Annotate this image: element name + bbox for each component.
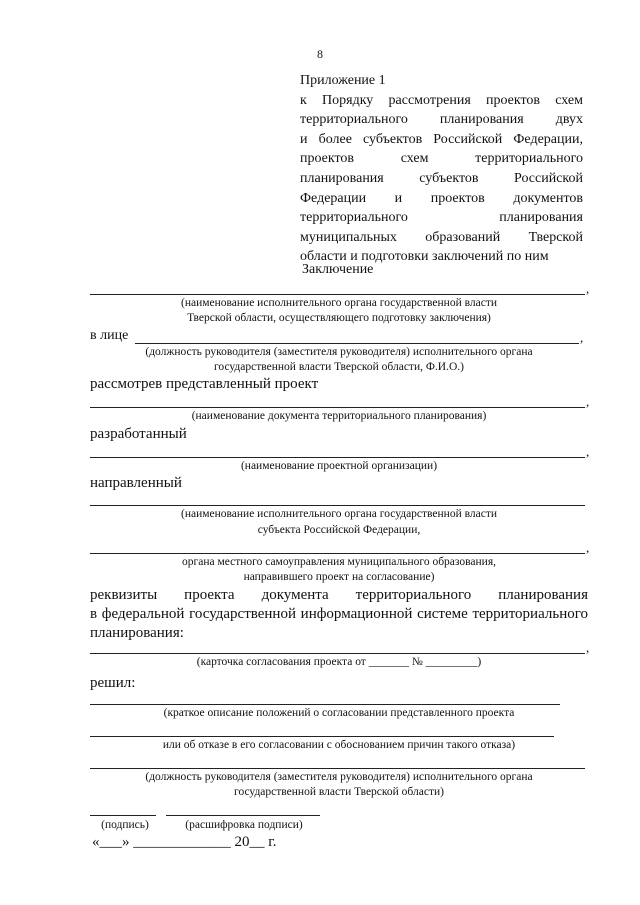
municipal-field-line[interactable] [90,553,585,554]
appendix-line: Федерации и проектов документов [300,190,583,206]
caption-signature-decode: (расшифровка подписи) [185,819,303,831]
caption-official: (должность руководителя (заместителя руководителя) исполнительного органа [145,771,533,783]
signature-field-line[interactable] [90,815,156,816]
appendix-line: к Порядку рассмотрения проектов схем [300,92,583,108]
official-field-line[interactable] [90,768,585,769]
appendix-line: области и подготовки заключений по ним [300,249,549,265]
appendix-line: территориального планирования двух [300,112,583,128]
requisites-line: в федеральной государственной информационной системе территориального [90,606,588,622]
requisites-line: реквизиты проекта документа территориального планирования [90,587,588,603]
caption-exec-body: Тверской области, осуществляющего подготовку заключения) [187,312,491,324]
caption-subject: (наименование исполнительного органа государственной власти [180,508,498,520]
caption-brief: (краткое описание положений о согласовании представленного проекта [163,707,515,719]
caption-municipal: органа местного самоуправления муниципального образования, [182,556,496,568]
decision-field-line[interactable] [90,704,560,705]
org-name-field-line[interactable] [90,457,585,458]
subject-field-line[interactable] [90,505,585,506]
caption-brief: или об отказе в его согласовании с обоснованием причин такого отказа) [162,739,516,751]
caption-signature: (подпись) [101,819,149,831]
signature-decode-field-line[interactable] [166,815,320,816]
label-developed: разработанный [90,426,187,442]
label-decided: решил: [90,675,136,691]
doc-name-field-line[interactable] [90,407,585,408]
appendix-line: муниципальных образований Тверской [300,229,583,245]
comma: , [586,444,590,459]
caption-org-name: (наименование проектной организации) [240,460,438,472]
caption-official: государственной власти Тверской области) [234,786,444,798]
head-field-line[interactable] [135,343,579,344]
caption-card: (карточка согласования проекта от _______ № _________) [196,656,482,668]
caption-head: (должность руководителя (заместителя руководителя) исполнительного органа [145,346,533,358]
appendix-line: и более субъектов Российской Федерации, [300,131,583,147]
comma: , [580,330,584,345]
caption-head: государственной власти Тверской области, Ф.И.О.) [213,361,464,373]
caption-exec-body: (наименование исполнительного органа государственной власти [180,297,498,309]
document-title: Заключение [302,262,374,277]
exec-body-field-line[interactable] [90,294,585,295]
label-reviewed: рассмотрев представленный проект [90,376,319,392]
appendix-line: проектов схем территориального [300,151,583,167]
page-number: 8 [317,47,323,61]
requisites-line: планирования: [90,625,184,641]
appendix-line: Приложение 1 [300,73,386,88]
date-line[interactable]: «___» _____________ 20__ г. [92,834,277,850]
comma: , [586,540,590,555]
label-sent: направленный [90,475,182,491]
requisites-paragraph [90,586,588,643]
decision-field-line[interactable] [90,736,554,737]
appendix-heading [300,71,583,267]
caption-doc-name: (наименование документа территориального планирования) [191,410,487,422]
comma: , [586,640,590,655]
caption-subject: субъекта Российской Федерации, [257,524,421,536]
comma: , [586,394,590,409]
comma: , [586,281,590,296]
label-in-person: в лице [90,328,129,343]
appendix-line: планирования субъектов Российской [300,170,583,186]
requisites-field-line[interactable] [90,653,585,654]
appendix-line: территориального планирования [300,210,583,226]
caption-municipal: направившего проект на согласование) [243,571,435,583]
